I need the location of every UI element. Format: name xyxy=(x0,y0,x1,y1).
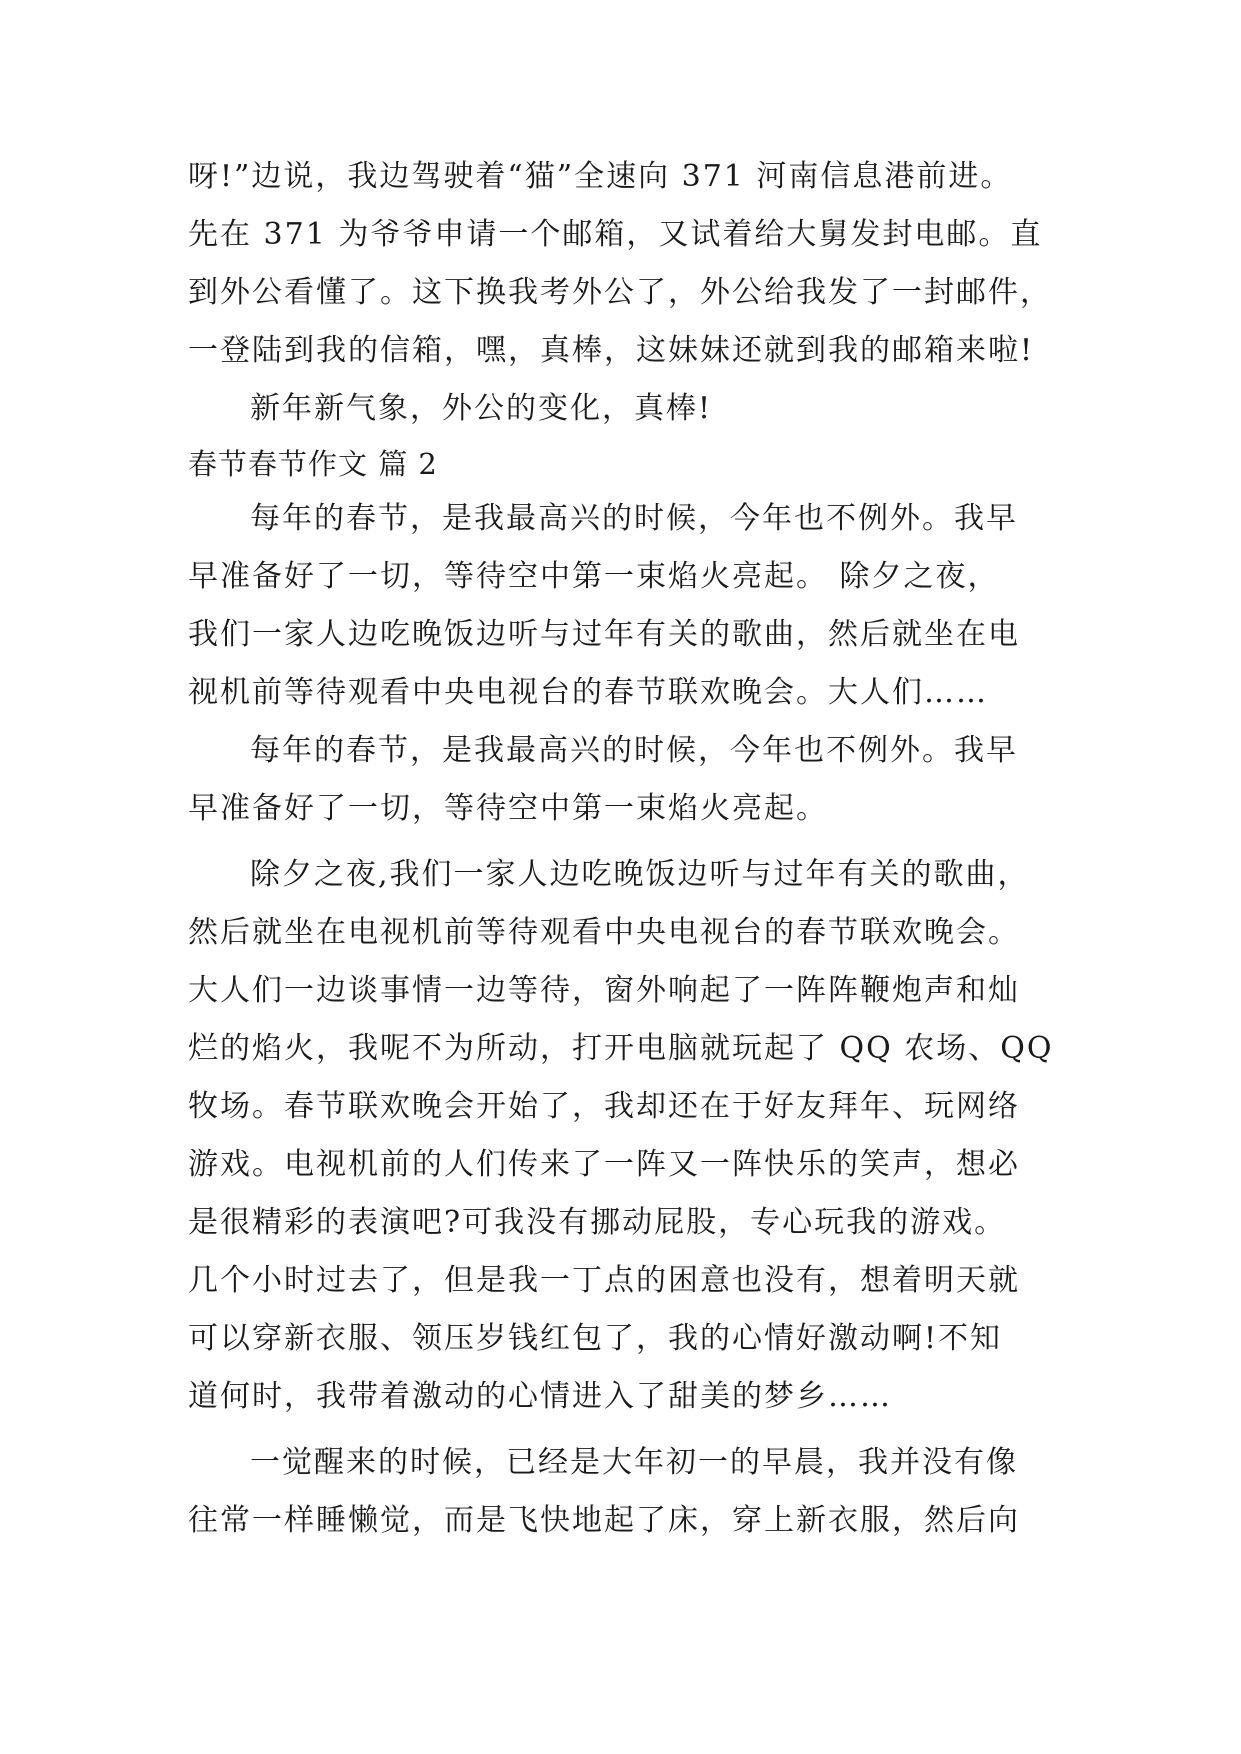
text-line: 可以穿新衣服、领压岁钱红包了，我的心情好激动啊!不知 xyxy=(188,1321,1003,1356)
text-line: 视机前等待观看中央电视台的春节联欢晚会。大人们…… xyxy=(188,675,988,710)
text-line: 道何时，我带着激动的心情进入了甜美的梦乡…… xyxy=(188,1379,892,1414)
text-line: 烂的焰火，我呢不为所动，打开电脑就玩起了 QQ 农场、QQ xyxy=(188,1031,1054,1066)
text-line: 每年的春节，是我最高兴的时候，今年也不例外。我早 xyxy=(250,733,1018,768)
text-line: 除夕之夜,我们一家人边吃晚饭边听与过年有关的歌曲， xyxy=(250,857,1030,892)
paragraph-gap xyxy=(188,1426,1068,1434)
text-line: 几个小时过去了，但是我一丁点的困意也没有，想着明天就 xyxy=(188,1263,1020,1298)
text-line: 每年的春节，是我最高兴的时候，今年也不例外。我早 xyxy=(250,501,1018,536)
text-line: 大人们一边谈事情一边等待，窗外响起了一阵阵鞭炮声和灿 xyxy=(188,973,1020,1008)
text-line: 是很精彩的表演吧?可我没有挪动屁股，专心玩我的游戏。 xyxy=(188,1205,1007,1240)
text-line: 游戏。电视机前的人们传来了一阵又一阵快乐的笑声，想必 xyxy=(188,1147,1020,1182)
text-line: 到外公看懂了。这下换我考外公了，外公给我发了一封邮件， xyxy=(188,275,1052,310)
text-line: 呀!”边说，我边驾驶着“猫”全速向 371 河南信息港前进。 xyxy=(188,159,1013,194)
text-line: 我们一家人边吃晚饭边听与过年有关的歌曲，然后就坐在电 xyxy=(188,617,1020,652)
text-line: 牧场。春节联欢晚会开始了，我却还在于好友拜年、玩网络 xyxy=(188,1089,1020,1124)
text-line: 然后就坐在电视机前等待观看中央电视台的春节联欢晚会。 xyxy=(188,915,1020,950)
section-heading: 春节春节作文 篇 2 xyxy=(188,447,438,481)
text-line: 往常一样睡懒觉，而是飞快地起了床，穿上新衣服，然后向 xyxy=(188,1503,1020,1538)
text-line: 先在 371 为爷爷申请一个邮箱，又试着给大舅发封电邮。直 xyxy=(188,217,1043,252)
text-line: 早准备好了一切，等待空中第一束焰火亮起。 xyxy=(188,791,828,826)
text-line: 一觉醒来的时候，已经是大年初一的早晨，我并没有像 xyxy=(250,1445,1018,1480)
article-body xyxy=(188,148,1068,1550)
paragraph-gap xyxy=(188,838,1068,846)
text-line: 新年新气象，外公的变化，真棒! xyxy=(250,391,713,426)
text-line: 早准备好了一切，等待空中第一束焰火亮起。 除夕之夜， xyxy=(188,559,1000,594)
text-line: 一登陆到我的信箱，嘿，真棒，这妹妹还就到我的邮箱来啦! xyxy=(188,333,1035,368)
